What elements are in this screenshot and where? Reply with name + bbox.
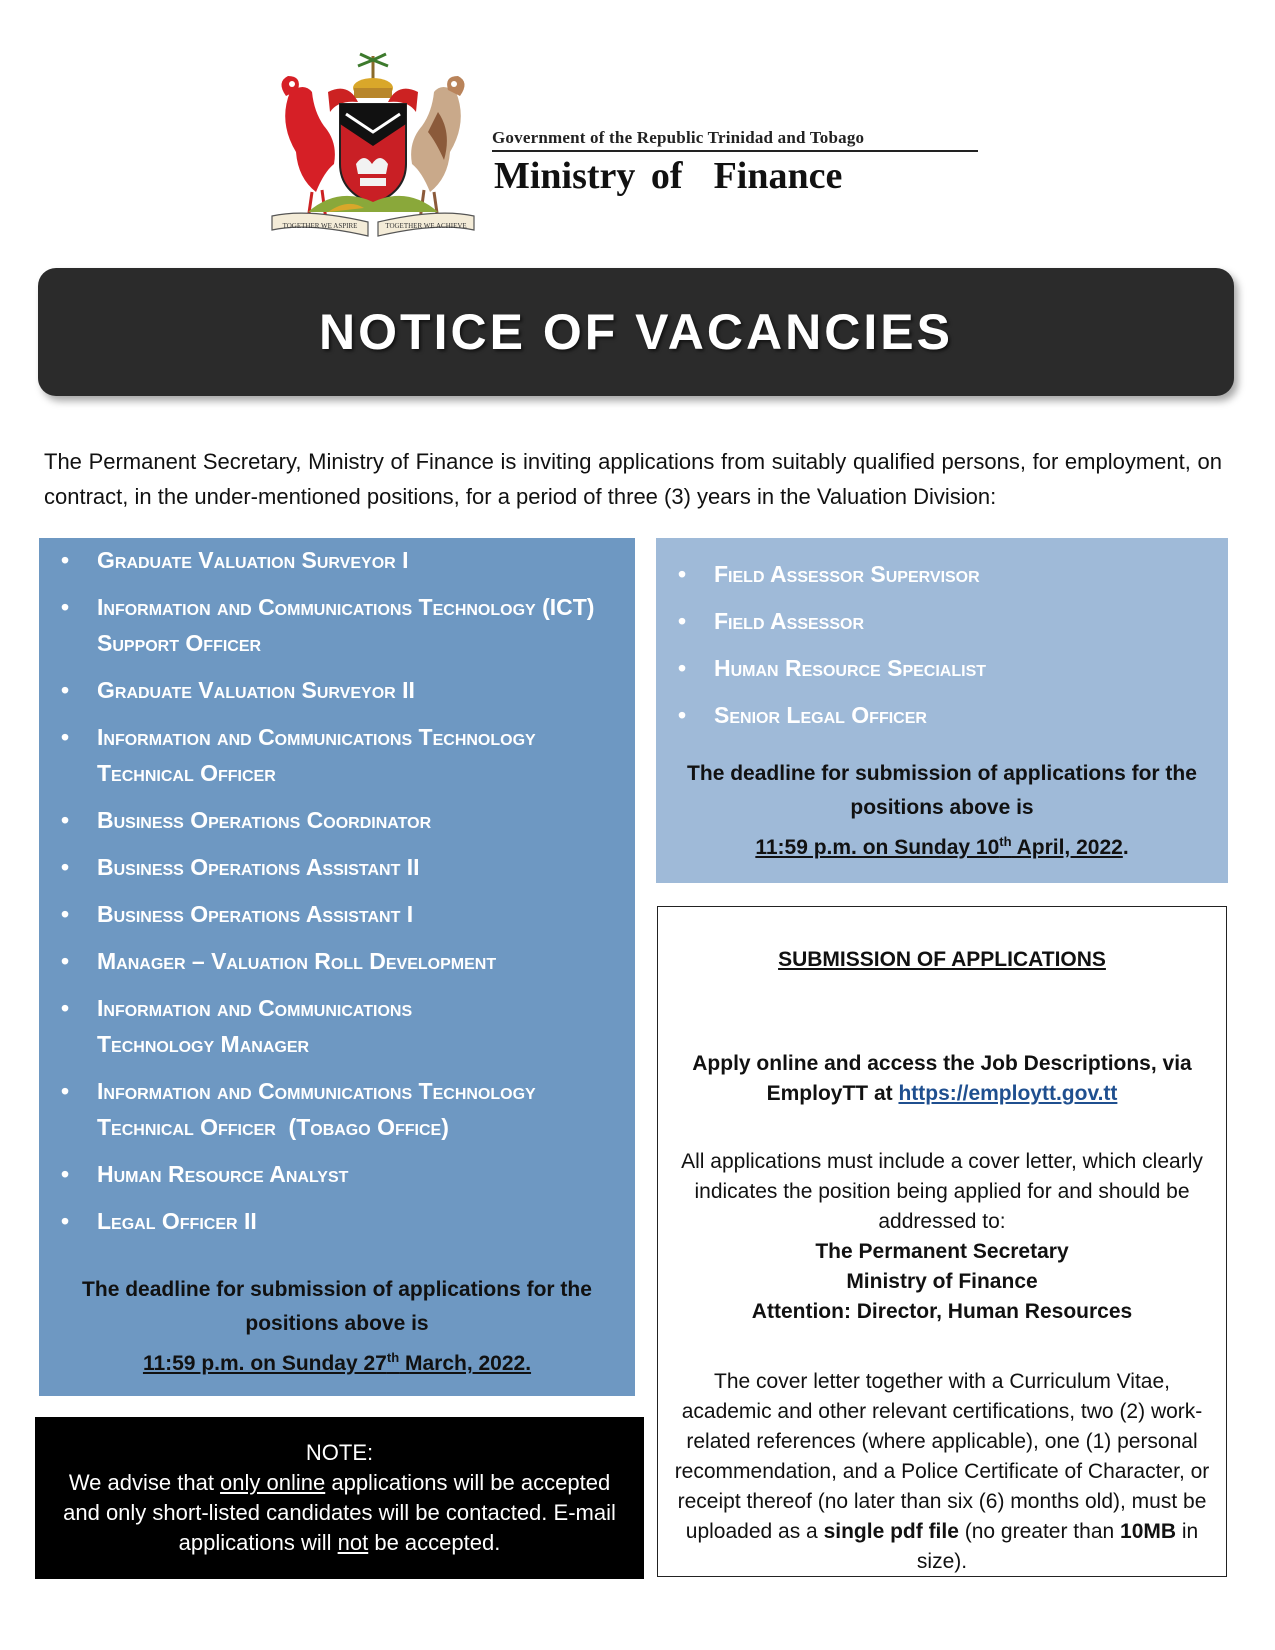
bullet-icon: • — [678, 702, 687, 728]
deadline-date: 11:59 p.m. on Sunday 27th March, 2022. — [142, 1350, 532, 1375]
deadline-left — [69, 1273, 605, 1381]
bullet-icon: • — [61, 677, 70, 703]
addressee-line: The Permanent Secretary — [815, 1240, 1069, 1263]
position-label: Business Operations Assistant I — [97, 901, 414, 927]
list-item — [39, 542, 635, 578]
position-label: Information and Communications Technology Technical Officer (Tobago Office) — [97, 1078, 549, 1140]
list-item — [39, 802, 635, 838]
positions-list-left — [39, 542, 635, 1250]
position-label: Information and Communications Technology Technical Officer — [97, 724, 536, 786]
bullet-icon: • — [678, 655, 687, 681]
note-heading: NOTE: — [305, 1440, 374, 1465]
bullet-icon: • — [61, 724, 70, 750]
deadline-right — [676, 757, 1208, 865]
position-label: Information and Communications Technology Manager — [97, 995, 413, 1057]
submission-title: SUBMISSION OF APPLICATIONS — [778, 948, 1106, 971]
bullet-icon: • — [61, 594, 70, 620]
bullet-icon: • — [61, 807, 70, 833]
note-text: We advise that only online applications will be accepted and only short-listed candidates will be contacted. E-mail applications will not be accepted. — [63, 1470, 616, 1555]
list-item — [39, 672, 635, 708]
position-label: Senior Legal Officer — [714, 702, 927, 728]
notice-banner — [38, 268, 1234, 396]
positions-panel-right — [656, 538, 1228, 883]
bullet-icon: • — [61, 854, 70, 880]
position-label: Business Operations Assistant II — [97, 854, 420, 880]
government-line: Government of the Republic Trinidad and Tobago — [492, 128, 978, 152]
list-item — [39, 1073, 635, 1145]
bullet-icon: • — [61, 1161, 70, 1187]
list-item — [39, 719, 635, 791]
intro-paragraph: The Permanent Secretary, Ministry of Finance is inviting applications from suitably qualified persons, for employment, on contract, in the under-mentioned positions, for a period of three (3) years in the Valuation Division: — [44, 449, 1222, 509]
position-label: Graduate Valuation Surveyor I — [97, 547, 409, 573]
deadline-date: 11:59 p.m. on Sunday 10th April, 2022. — [755, 834, 1129, 859]
bullet-icon: • — [61, 995, 70, 1021]
list-item — [39, 1156, 635, 1192]
position-label: Field Assessor Supervisor — [714, 561, 980, 587]
position-label: Legal Officer II — [97, 1208, 257, 1234]
list-item — [39, 849, 635, 885]
positions-list-right — [656, 556, 1228, 744]
bullet-icon: • — [61, 547, 70, 573]
position-label: Business Operations Coordinator — [97, 807, 432, 833]
apply-instructions: Apply online and access the Job Descriptions, via EmployTT at https://employtt.gov.tt — [692, 1052, 1192, 1105]
list-item — [39, 1203, 635, 1239]
position-label: Graduate Valuation Surveyor II — [97, 677, 415, 703]
list-item — [39, 589, 635, 661]
list-item — [39, 943, 635, 979]
deadline-text: The deadline for submission of applications for the positions above is — [82, 1278, 592, 1335]
list-item — [39, 990, 635, 1062]
position-label: Manager – Valuation Roll Development — [97, 948, 497, 974]
position-label: Information and Communications Technology (ICT) Support Officer — [97, 594, 595, 656]
list-item — [656, 556, 1228, 592]
addressee-line: Attention: Director, Human Resources — [751, 1300, 1133, 1323]
position-label: Human Resource Analyst — [97, 1161, 349, 1187]
banner-title: NOTICE OF VACANCIES — [319, 304, 953, 360]
list-item — [39, 896, 635, 932]
list-item — [656, 697, 1228, 733]
bullet-icon: • — [678, 608, 687, 634]
deadline-text: The deadline for submission of applications for the positions above is — [687, 762, 1197, 819]
cover-letter-instructions: All applications must include a cover letter, which clearly indicates the position being applied for and should be addressed to: The Permanent Secretary Ministry of Finance Attention: Director, Human Resources — [668, 1147, 1216, 1327]
crest-motto-left: TOGETHER WE ASPIRE — [282, 222, 358, 230]
employtt-link[interactable]: https://employtt.gov.tt — [898, 1082, 1118, 1105]
bullet-icon: • — [61, 901, 70, 927]
submission-box — [657, 906, 1227, 1577]
position-label: Field Assessor — [714, 608, 865, 634]
addressee-line: Ministry of Finance — [846, 1270, 1038, 1293]
note-box — [35, 1417, 644, 1579]
bullet-icon: • — [61, 1078, 70, 1104]
list-item — [656, 650, 1228, 686]
positions-panel-left — [39, 538, 635, 1396]
list-item — [656, 603, 1228, 639]
bullet-icon: • — [61, 1208, 70, 1234]
position-label: Human Resource Specialist — [714, 655, 987, 681]
ministry-title: Ministry of Finance — [494, 155, 843, 197]
upload-instructions: The cover letter together with a Curriculum Vitae, academic and other relevant certifications, two (2) work-related references (where applicable), one (1) personal recommendation, and a Police Certificate of Character, or receipt thereof (no later than six (6) months old), must be uploaded as a single pdf file (no greater than 10MB in size). — [674, 1370, 1210, 1573]
coat-of-arms-logo — [268, 52, 478, 238]
bullet-icon: • — [61, 948, 70, 974]
crest-motto-right: TOGETHER WE ACHIEVE — [385, 222, 467, 230]
bullet-icon: • — [678, 561, 687, 587]
